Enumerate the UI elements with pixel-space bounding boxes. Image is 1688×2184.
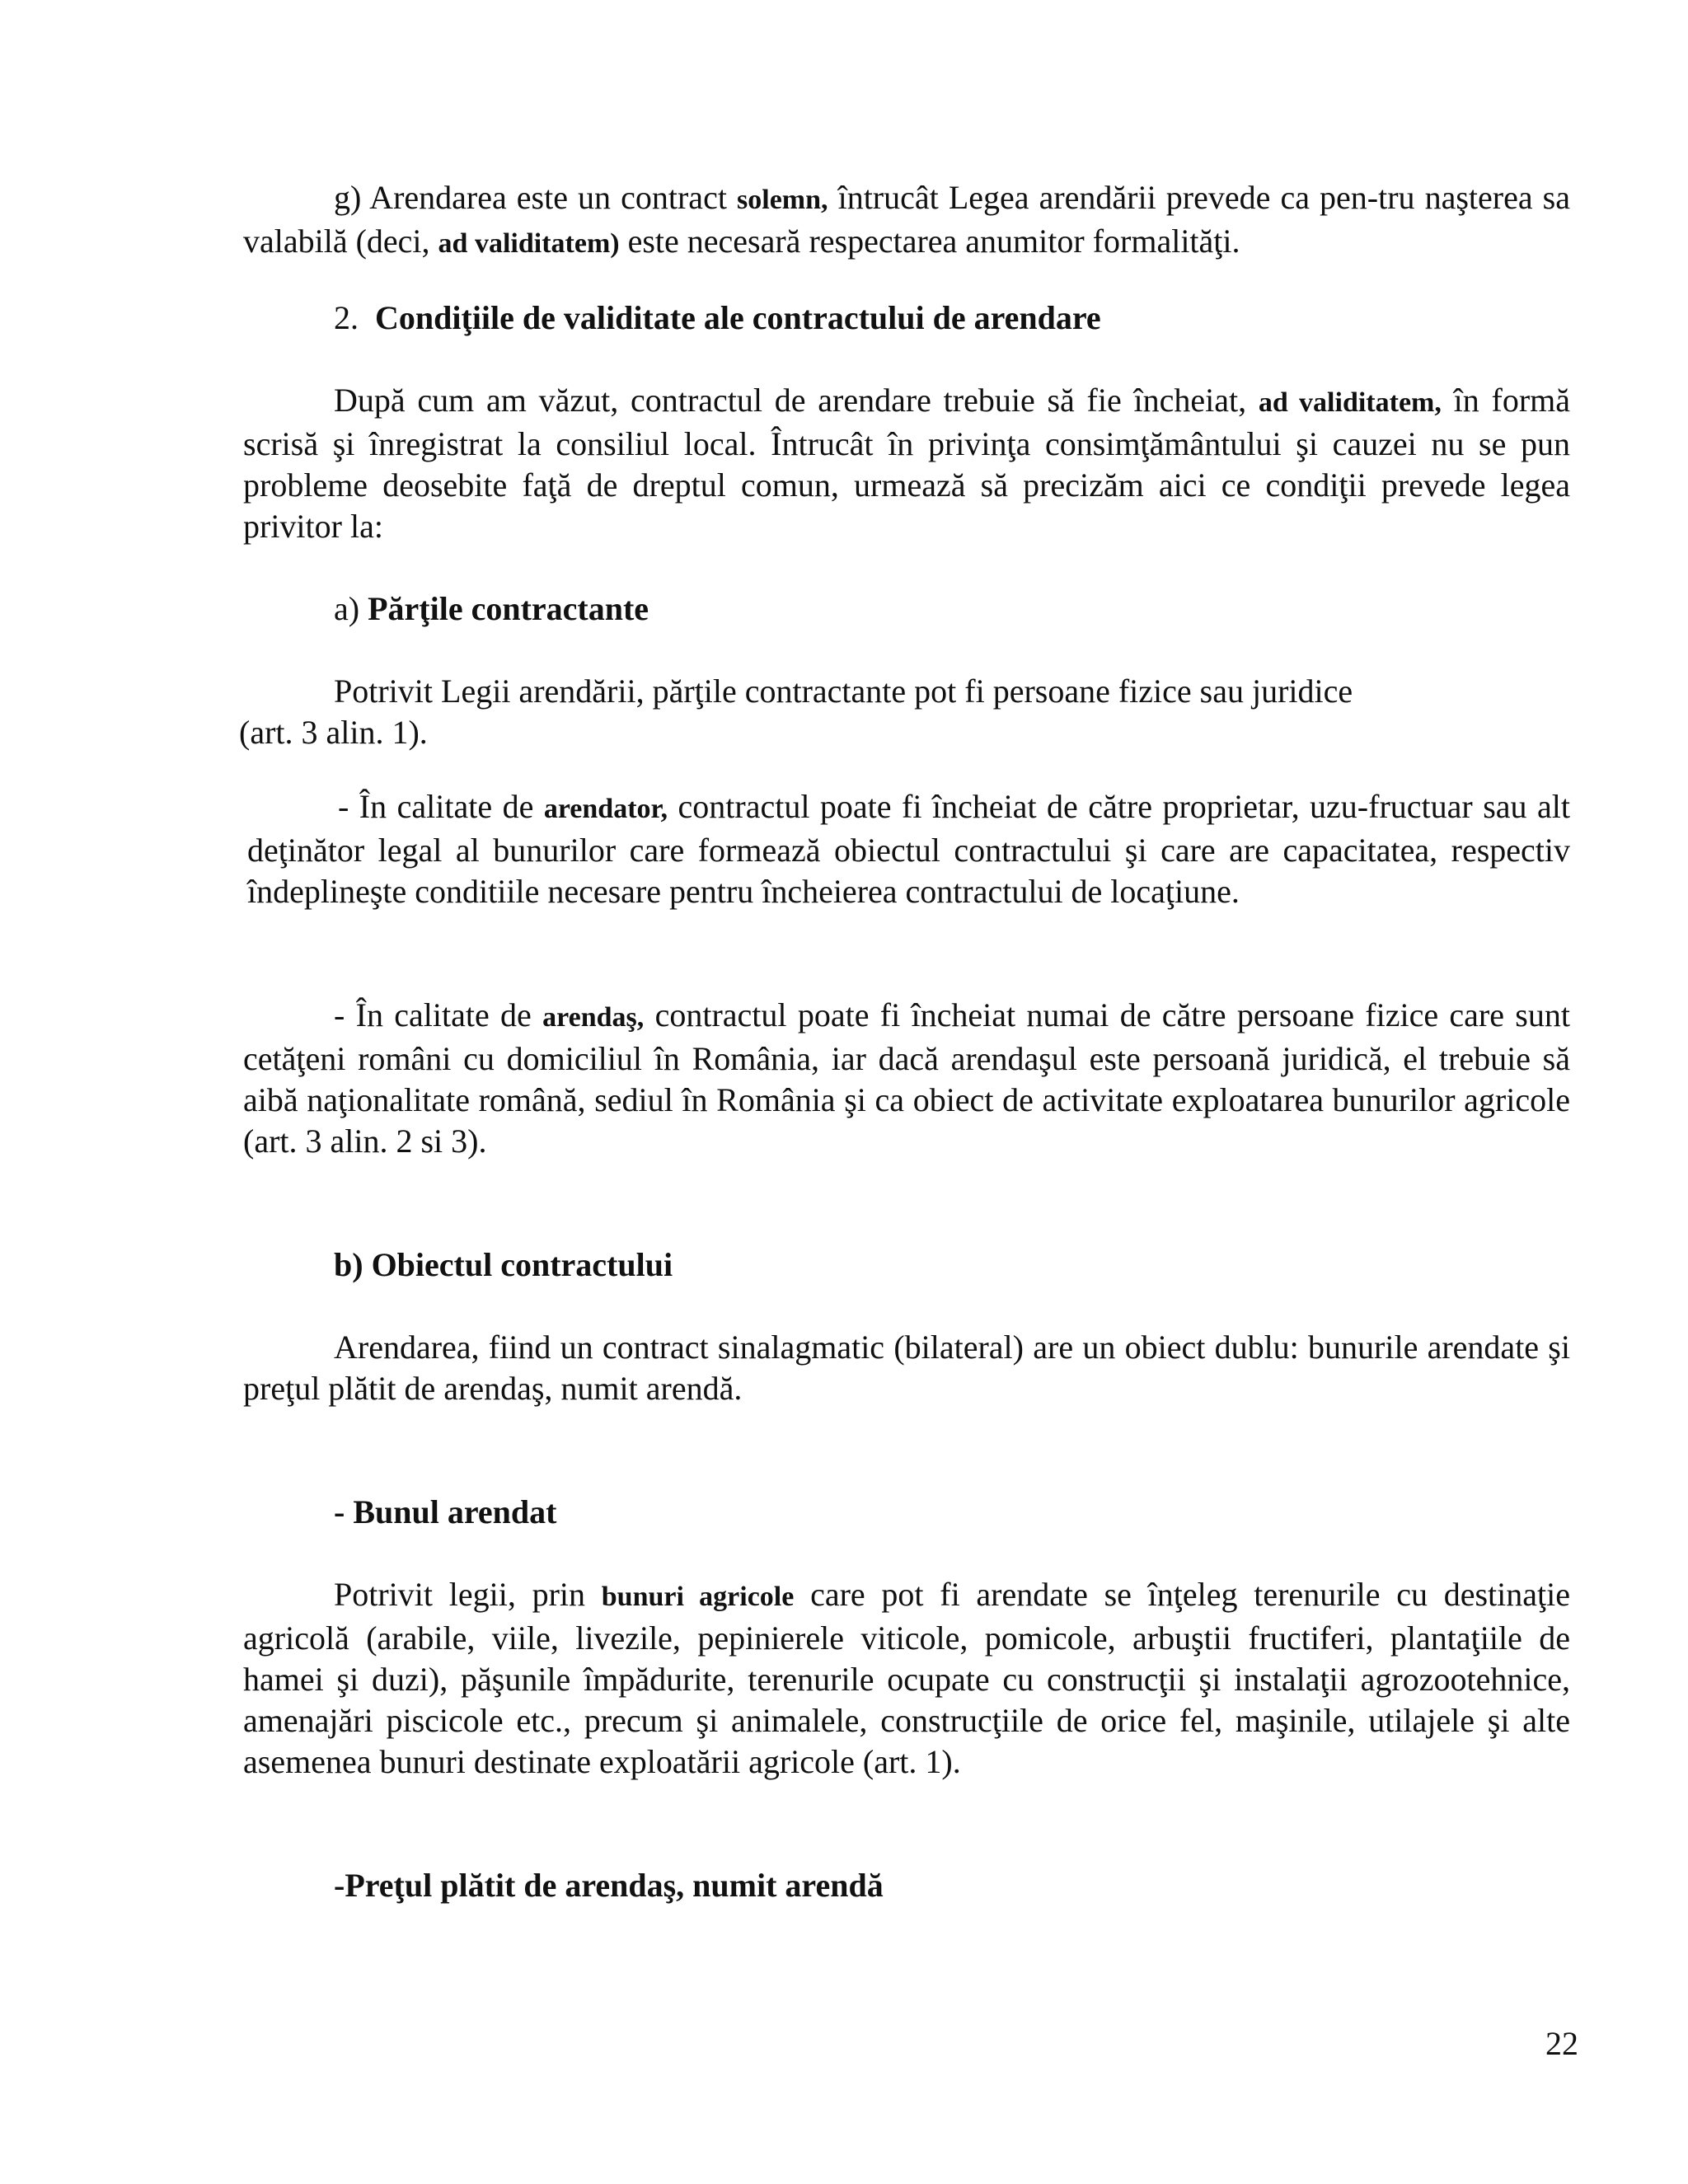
text-run: care pot fi arendate se înţeleg terenurile cu destinaţie agricolă (arabile, viile, livezile, pepinierele viticole, pomicole, arbuştii fructiferi, plantaţiile de hamei şi duzi), păşunile împădurite, terenurile ocupate cu construcţii şi instalaţii agrozootehnice, amenajări piscicole etc., precum şi animalele, construcţiile de orice fel, maşinile, utilajele şi alte asemenea bunuri destinate exploatării agricole (art. 1). <box>243 1576 1570 1780</box>
text-run: Arendarea, fiind un contract sinalagmatic (bilateral) are un obiect dublu: bunurile arendate şi preţul plătit de arendaş, numit arendă. <box>243 1329 1570 1407</box>
subsection-a-heading <box>243 588 1570 630</box>
bold-term: solemn, <box>737 185 828 215</box>
subsection-title: - Bunul arendat <box>334 1493 557 1530</box>
text-line: Potrivit Legii arendării, părţile contractante pot fi persoane fizice sau juridice <box>334 673 1353 710</box>
paragraph-g <box>243 177 1570 265</box>
subsection-prefix: a) <box>334 590 360 627</box>
paragraph-bunuri-agricole <box>243 1574 1570 1783</box>
text-run: este necesară respectarea anumitor formalităţi. <box>619 223 1240 260</box>
text-line: (art. 3 alin. 1). <box>239 714 428 751</box>
text-run: - În calitate de <box>334 996 543 1033</box>
paragraph-dupa <box>243 380 1570 547</box>
section-2-heading <box>243 298 1570 339</box>
paragraph-arendarea <box>243 1327 1570 1409</box>
text-run: Potrivit legii, prin <box>334 1576 602 1613</box>
subsection-title: b) Obiectul contractului <box>334 1246 673 1283</box>
bold-term: bunuri agricole <box>601 1582 795 1612</box>
text-run: contractul poate fi încheiat numai de către persoane fizice care sunt cetăţeni români cu domiciliul în România, iar dacă arendaşul este persoană juridică, el trebuie să aibă naţionalitate română, sediul în România şi ca obiect de activitate exploatarea bunurilor agricole (art. 3 alin. 2 si 3). <box>243 996 1570 1160</box>
text-run: întrucât Legea arendării prevede ca pen-tru naşterea sa valabilă (deci, <box>243 179 1570 260</box>
paragraph-arendator <box>243 786 1570 912</box>
paragraph-arendas <box>243 995 1570 1162</box>
bold-term: ad validitatem, <box>1258 387 1442 418</box>
text-run: în formă scrisă şi înregistrat la consiliul local. Întrucât în privinţa consimţământului şi cauzei nu se pun probleme deosebite faţă de dreptul comun, urmează să precizăm aici ce condiţii prevede legea privitor la: <box>243 382 1571 545</box>
section-title: Condiţiile de validitate ale contractului de arendare <box>375 299 1101 336</box>
paragraph-potrivit-legii <box>239 671 1570 753</box>
subsection-b-heading <box>243 1244 1570 1286</box>
bold-term: arendaş, <box>542 1002 645 1033</box>
text-run: contractul poate fi încheiat de către proprietar, uzu-fructuar sau alt deţinător legal al bunurilor care formează obiectul contractului şi care are capacitatea, respectiv îndeplineşte conditiile necesare pentru încheierea contractului de locaţiune. <box>247 788 1570 910</box>
section-number: 2. <box>334 299 359 336</box>
bold-term: arendator, <box>543 794 668 824</box>
text-run: - În calitate de <box>338 788 544 825</box>
text-run: g) Arendarea este un contract <box>334 179 738 216</box>
subsection-title: Părţile contractante <box>368 590 649 627</box>
bold-term: ad validitatem) <box>438 228 620 259</box>
page-number: 22 <box>1545 2025 1578 2062</box>
pretul-heading <box>243 1865 1570 1906</box>
text-run: După cum am văzut, contractul de arendare trebuie să fie încheiat, <box>334 382 1259 419</box>
bunul-arendat-heading <box>243 1492 1570 1533</box>
subsection-title: -Preţul plătit de arendaş, numit arendă <box>334 1867 884 1904</box>
document-page <box>239 177 1571 1906</box>
